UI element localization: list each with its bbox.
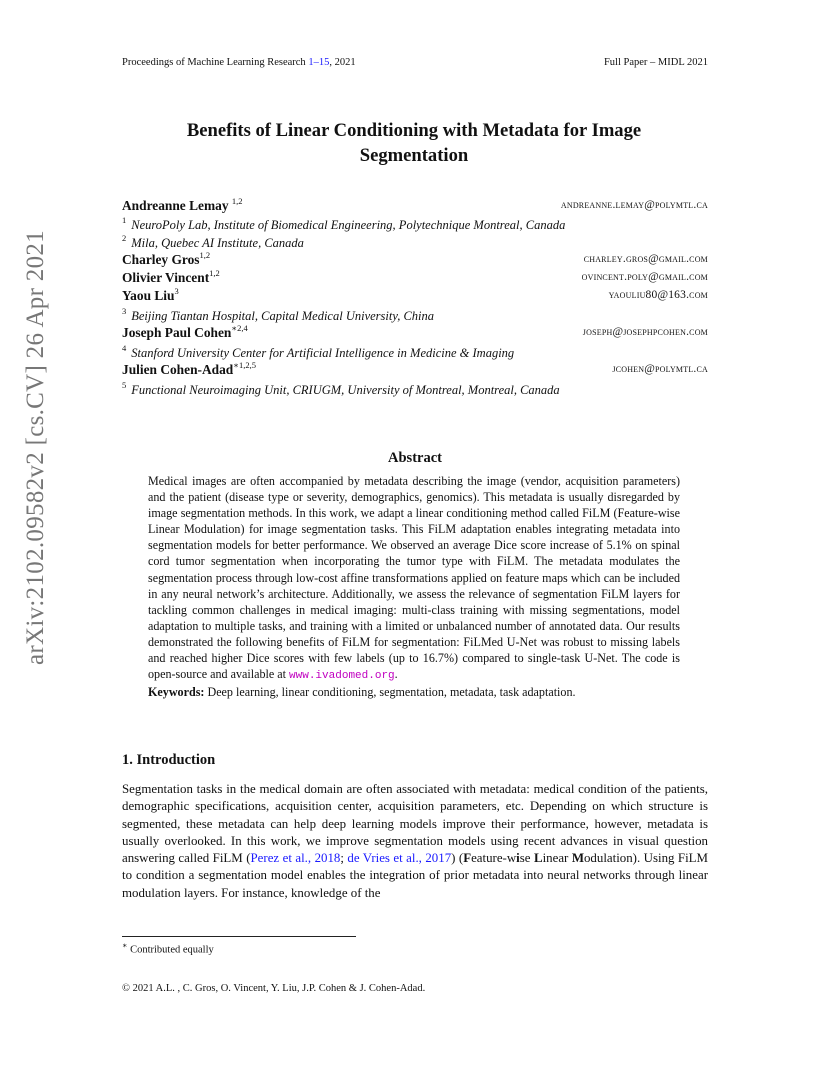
section-heading: 1. Introduction — [122, 752, 216, 768]
ivadomed-link[interactable]: www.ivadomed.org — [289, 670, 395, 683]
author-row: Andreanne Lemay $^{1,2}$ andreanne.lemay@polymtl.ca — [122, 196, 708, 214]
author-name: Charley Gros — [122, 252, 200, 268]
author-row: Julien Cohen-Adad$^{∗1,2,5}$ jcohen@polymtl.ca — [122, 360, 708, 378]
author-name: Julien Cohen-Adad — [122, 362, 234, 378]
affiliation: $^5$ Functional Neuroimaging Unit, CRIUGM, University of Montreal, Montreal, Canada — [122, 380, 560, 398]
author-email[interactable]: yaouliu80@163.com — [608, 289, 708, 301]
author-email[interactable]: ovincent.poly@gmail.com — [581, 271, 708, 283]
paper-title: Benefits of Linear Conditioning with Metadata for Image Segmentation — [186, 120, 642, 166]
affiliation: $^4$ Stanford University Center for Artificial Intelligence in Medicine & Imaging — [122, 343, 515, 361]
author-email[interactable]: jcohen@polymtl.ca — [612, 363, 708, 375]
running-header-left: Proceedings of Machine Learning Research 1–15, 2021 — [122, 57, 356, 68]
affiliation: $^1$ NeuroPoly Lab, Institute of Biomedical Engineering, Polytechnique Montreal, Canada — [122, 215, 566, 233]
footnote-rule — [122, 936, 356, 937]
author-row: Olivier Vincent$^{1,2}$ ovincent.poly@gmail.com — [122, 268, 708, 286]
author-name: Yaou Liu — [122, 288, 175, 304]
author-name: Andreanne Lemay — [122, 198, 232, 214]
running-header-right: Full Paper – MIDL 2021 — [603, 57, 708, 68]
author-row: Charley Gros$^{1,2}$ charley.gros@gmail.com — [122, 250, 708, 268]
page-range-link[interactable]: 1–15 — [308, 57, 330, 68]
abstract-heading: Abstract — [388, 450, 442, 466]
copyright: © 2021 A.L. , C. Gros, O. Vincent, Y. Liu, J.P. Cohen & J. Cohen-Adad. — [122, 983, 426, 994]
author-email[interactable]: joseph@josephpcohen.com — [582, 326, 708, 338]
citation-link[interactable]: Perez et al., 2018 — [250, 851, 341, 866]
affiliation: $^2$ Mila, Quebec AI Institute, Canada — [122, 233, 304, 251]
author-email[interactable]: andreanne.lemay@polymtl.ca — [560, 199, 708, 211]
author-email[interactable]: charley.gros@gmail.com — [583, 253, 708, 265]
citation-link[interactable]: de Vries et al., 2017 — [347, 851, 452, 866]
affiliation: $^3$ Beijing Tiantan Hospital, Capital Medical University, China — [122, 306, 435, 324]
abstract-text: Medical images are often accompanied by metadata describing the image (vendor, acquisition parameters) and the patient (disease type or severity, demographics, genomics). This metadata is usually disregarded by image segmentation methods. In this work, we adapt a linear conditioning method called FiLM (Feature-wise Linear Modulation) for image segmentation tasks. This FiLM adaptation enables integrating metadata into segmentation models for better performance. We observed an average Dice score increase of 5.1% on spinal cord tumor segmentation when incorporating the tumor type with FiLM. The metadata modulates the segmentation process through low-cost affine transformations applied on feature maps which can be included in any neural network’s architecture. Additionally, we assess the relevance of segmentation FiLM layers for tackling common challenges in medical imaging: multi-class training with missing segmentations, model adaptation to multiple tasks, and training with a limited or unbalanced number of annotated data. Our results demonstrated the following benefits of FiLM for segmentation: FiLMed U-Net was robust to missing labels and reached higher Dice scores with few labels (up to 16.7%) compared to single-task U-Net. The code is open-source and available at www.ivadomed.org. Keywords: Deep learning, linear conditioning, segmentation, metadata, task adaptation. — [148, 474, 680, 700]
footnote: ∗ Contributed equally — [122, 941, 214, 956]
author-row: Yaou Liu$^3$ yaouliu80@163.com — [122, 286, 708, 304]
author-name: Joseph Paul Cohen — [122, 325, 232, 341]
keywords: Deep learning, linear conditioning, segmentation, metadata, task adaptation. — [204, 685, 576, 700]
author-name: Olivier Vincent — [122, 270, 210, 286]
keywords-label: Keywords: — [148, 685, 205, 700]
intro-paragraph: Segmentation tasks in the medical domain are often associated with metadata: medical condition of the patients, demographic specifications, acquisition center, acquisition parameters, etc. Depending on which structure is segmented, these metadata can help deep learning models improve their performance, however, metadata is usually overlooked. In this work, we improve segmentation models using recent advances in visual question answering called FiLM (Perez et al., 2018; de Vries et al., 2017) (Feature-wise Linear Modulation). Using FiLM to condition a segmentation model enables the integration of prior metadata into neural networks through linear modulation layers. For instance, knowledge of the — [122, 782, 708, 900]
author-row: Joseph Paul Cohen$^{∗2,4}$ joseph@josephpcohen.com — [122, 323, 708, 341]
